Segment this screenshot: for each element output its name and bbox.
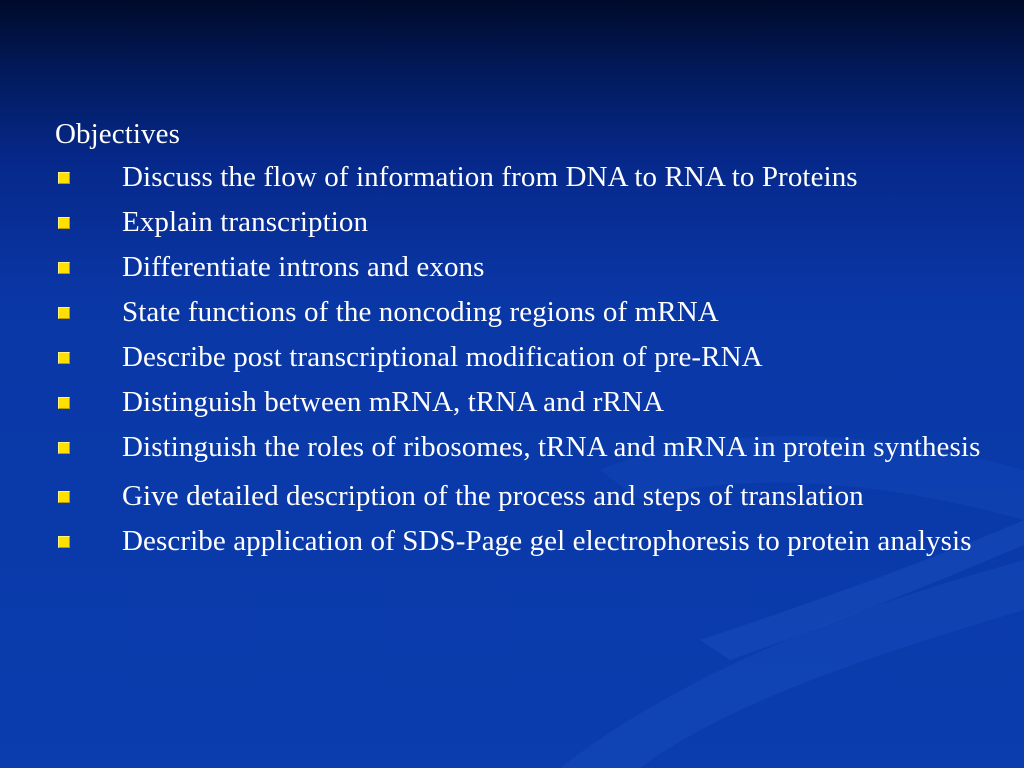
list-item-text: Distinguish between mRNA, tRNA and rRNA [122,386,664,418]
list-item-text: Explain transcription [122,206,369,238]
square-bullet-icon [58,442,70,454]
slide-content [55,114,995,571]
square-bullet-icon [58,217,70,229]
objectives-list [55,158,995,560]
list-item [55,293,995,331]
square-bullet-icon [58,352,70,364]
square-bullet-icon [58,491,70,503]
list-item-text: Describe application of SDS-Page gel electrophoresis to protein analysis [122,525,972,557]
list-item [55,338,995,376]
list-item [55,158,995,196]
list-item [55,522,995,560]
list-item-text: Discuss the flow of information from DNA to RNA to Proteins [122,161,858,193]
list-item-text: State functions of the noncoding regions of mRNA [122,296,719,328]
square-bullet-icon [58,307,70,319]
list-item [55,383,995,421]
list-item-text: Distinguish the roles of ribosomes, tRNA and mRNA in protein synthesis [122,431,981,463]
list-item-text: Describe post transcriptional modification of pre-RNA [122,341,763,373]
square-bullet-icon [58,172,70,184]
square-bullet-icon [58,536,70,548]
list-item-text: Give detailed description of the process and steps of translation [122,480,864,512]
slide-heading: Objectives [55,118,181,150]
list-item [55,428,995,466]
list-item [55,203,995,241]
list-item [55,477,995,515]
list-item-text: Differentiate introns and exons [122,251,485,283]
square-bullet-icon [58,397,70,409]
square-bullet-icon [58,262,70,274]
list-item [55,248,995,286]
